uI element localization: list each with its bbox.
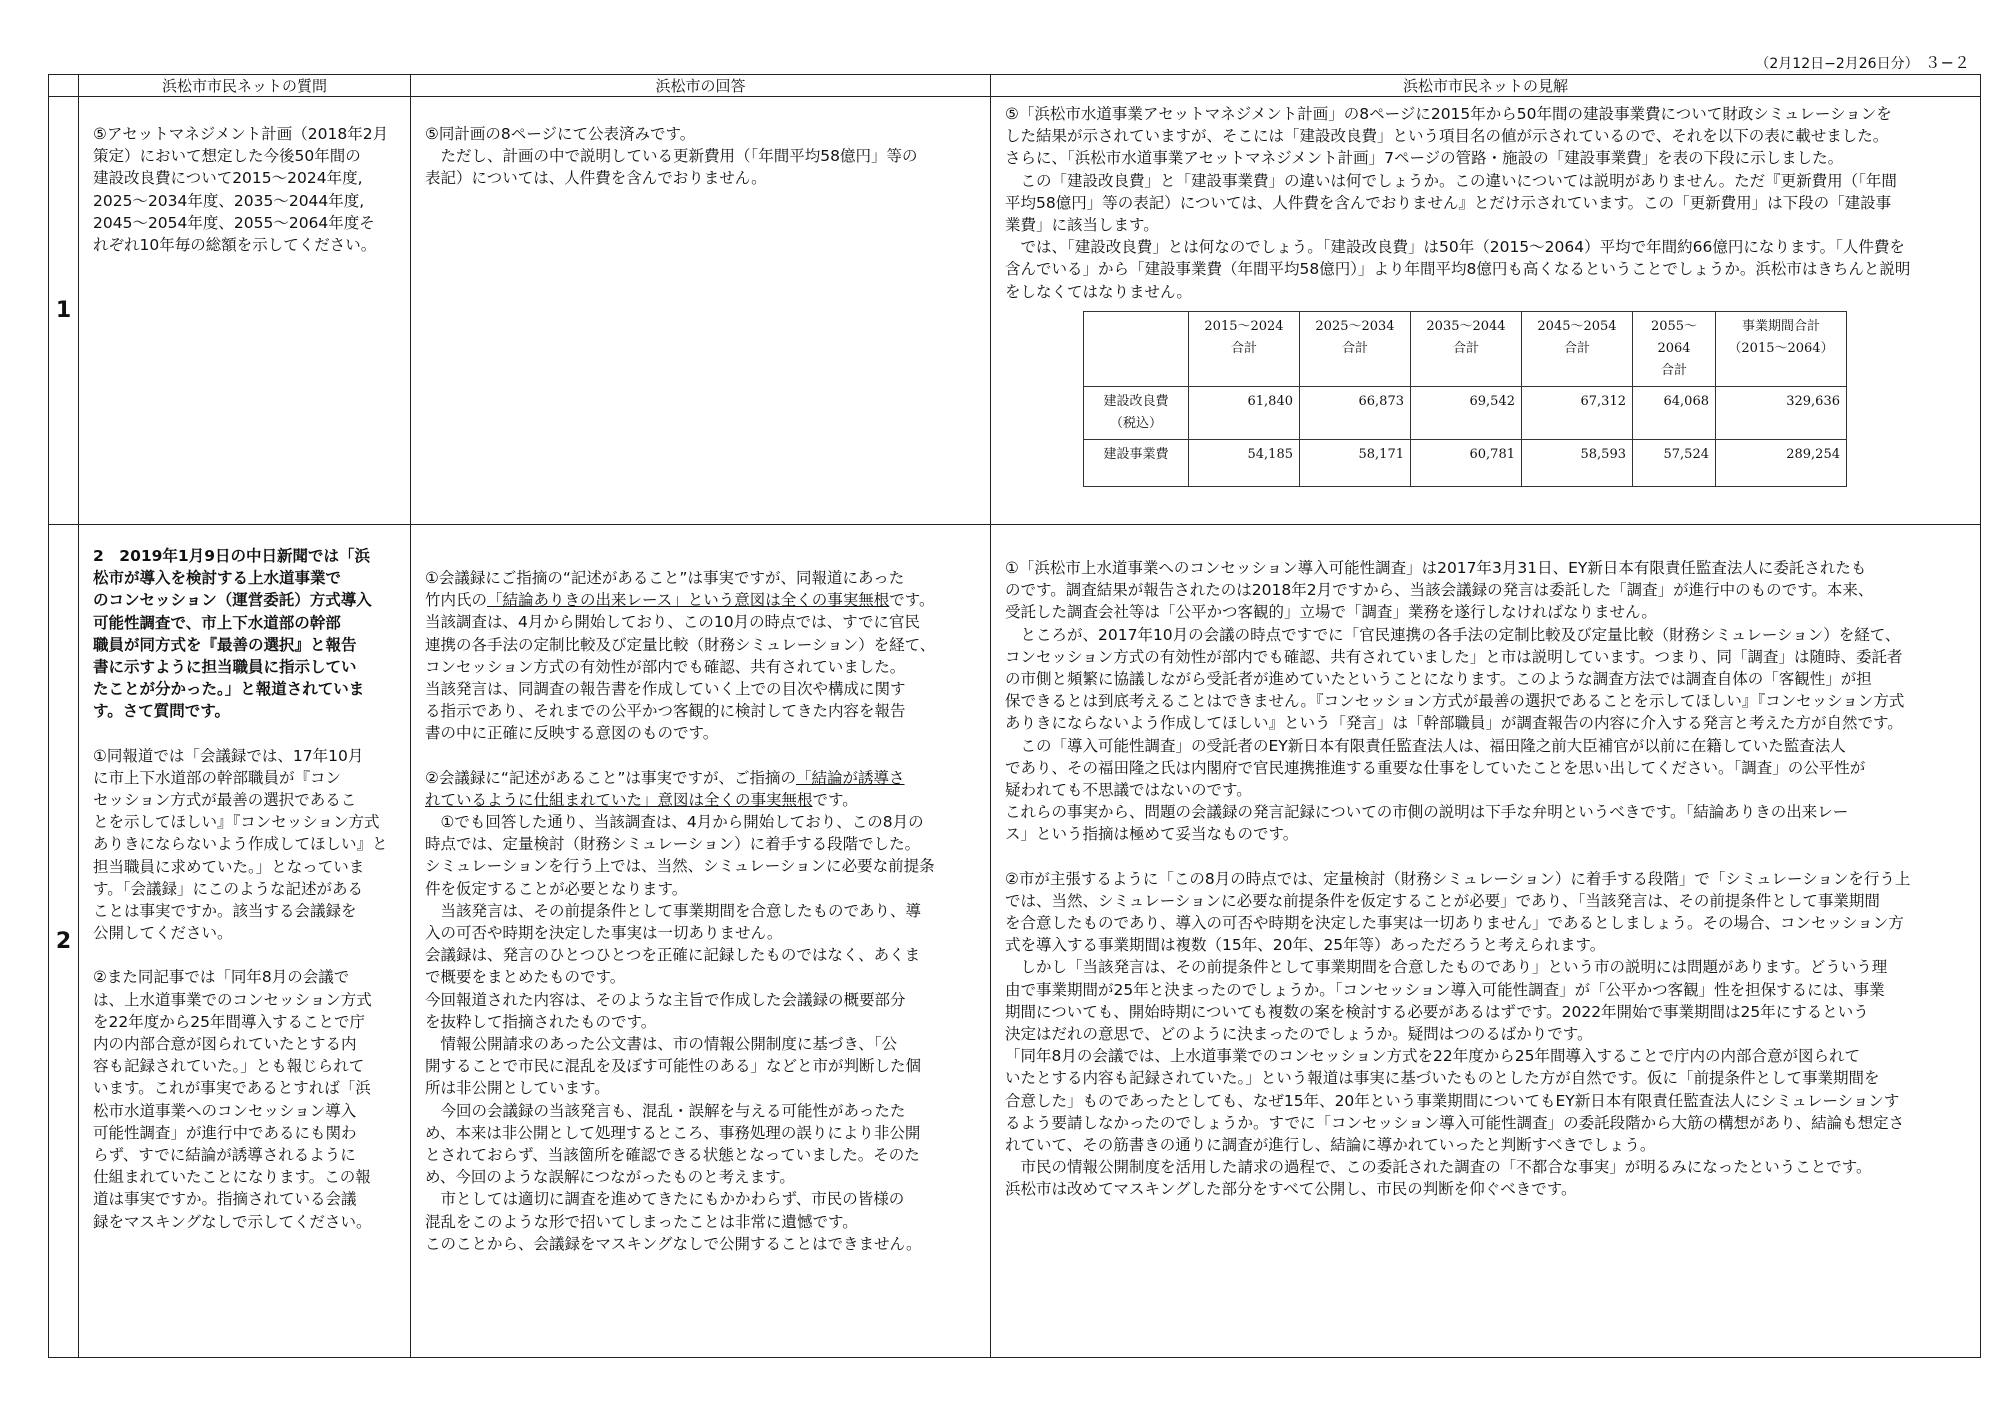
text-line: 疑われても不思議ではないのです。 <box>1005 781 1252 800</box>
cost-table-corner <box>1084 311 1189 386</box>
text-line: このことから、会議録をマスキングなしで公開することはできません。 <box>425 1234 922 1253</box>
qa-table <box>48 74 1981 1358</box>
answer-1-body <box>425 611 976 744</box>
answer-text-span: です。 <box>889 591 935 610</box>
cost-value: 60,781 <box>1411 439 1522 486</box>
cost-table-col: 2045〜2054 合計 <box>1522 311 1633 386</box>
text-line: 今回の会議録の当該発言も、混乱・誤解を与える可能性があったた <box>425 1101 906 1120</box>
answer-text-span: です。 <box>812 790 858 809</box>
cost-value: 69,542 <box>1411 386 1522 439</box>
text-line: ⑤「浜松市水道事業アセットマネジメント計画」の8ページに2015年から50年間の建設事業費について財政シミュレーションを <box>1005 105 1892 123</box>
text-line: 今回報道された内容は、そのような主旨で作成した会議録の概要部分 <box>425 990 906 1009</box>
text-line: 連携の各手法の定制比較及び定量比較（財務シミュレーション）を経て、 <box>425 635 936 654</box>
text-line: ありきにならないよう作成してほしい』という「発言」は「幹部職員」が調査報告の内容に介入する発言と考えた方が自然です。 <box>1005 714 1903 733</box>
text-line: 当該発言は、その前提条件として事業期間を合意したものであり、導 <box>425 901 922 920</box>
text-line: 仕組まれていたことになります。この報 <box>93 1168 371 1187</box>
text-line: 2025〜2034年度、2035〜2044年度, <box>93 191 365 210</box>
cost-value: 57,524 <box>1633 439 1716 486</box>
text-line: 件を仮定することが必要となります。 <box>425 879 688 898</box>
cost-value: 64,068 <box>1633 386 1716 439</box>
header-number <box>49 75 79 97</box>
text-line: 表記）については、人件費を含んでおりません。 <box>425 169 767 188</box>
cost-table <box>1083 311 1847 487</box>
answer-text <box>425 123 976 190</box>
question-sub-1 <box>93 745 396 945</box>
text-line: 業費」に該当します。 <box>1005 216 1159 235</box>
answer-cell-2 <box>411 525 991 1358</box>
text-line: では、当然、シミュレーションに必要な前提条件を仮定することが必要」であり、「当該発言は、その前提条件として事業期間 <box>1005 891 1880 910</box>
header-opinion: 浜松市市民ネットの見解 <box>991 75 1981 97</box>
cost-value: 58,171 <box>1300 439 1411 486</box>
text-line: に市上下水道部の幹部職員が『コン <box>93 768 342 787</box>
cost-row-label: 建設改良費 （税込） <box>1084 386 1189 439</box>
cost-table-col: 2035〜2044 合計 <box>1411 311 1522 386</box>
text-line: セッション方式が最善の選択であるこ <box>93 791 357 810</box>
text-line: で概要をまとめたものです。 <box>425 968 626 987</box>
cost-table-row <box>1084 386 1847 439</box>
text-line: ことは事実ですか。該当する会議録を <box>93 902 357 921</box>
opinion-2 <box>1005 868 1966 1201</box>
text-line: 「同年8月の会議では、上水道事業でのコンセッション方式を22年度から25年間導入することで庁内の内部合意が図られて <box>1005 1047 1861 1066</box>
text-line: る指示であり、それまでの公平かつ客観的に検討してきた内容を報告 <box>425 702 906 721</box>
cost-table-col: 2015〜2024 合計 <box>1189 311 1300 386</box>
cost-value: 67,312 <box>1522 386 1633 439</box>
underlined-claim: 「結論ありきの出来レース」という意図は全くの事実無根 <box>487 591 890 610</box>
text-line: 含んでいる」から「建設事業費（年間平均58億円）」より年間平均8億円も高くなるということでしょうか。浜松市はきちんと説明 <box>1005 260 1911 279</box>
text-line: め、今回のような誤解につながったものと考えます。 <box>425 1168 795 1187</box>
text-line: 浜松市は改めてマスキングした部分をすべて公開し、市民の判断を仰ぐべきです。 <box>1005 1180 1577 1199</box>
text-line: コンセッション方式の有効性が部内でも確認、共有されていました。 <box>425 657 906 676</box>
text-line: 建設改良費について2015〜2024年度, <box>93 169 363 188</box>
page-number: ３−２ <box>1924 53 1970 72</box>
opinion-1 <box>1005 557 1966 846</box>
text-line: 合意した」ものであったとしても、なぜ15年、20年という事業期間についてもEY新日本有限責任監査法人にシミュレーションす <box>1005 1091 1900 1110</box>
date-range: （2月12日−2月26日分） <box>1755 56 1919 72</box>
row-number: 2 <box>49 525 79 1358</box>
answer-text-span: 竹内氏の <box>425 591 488 610</box>
answer-2-line <box>425 789 976 811</box>
text-line: 道は事実ですか。指摘されている会議 <box>93 1190 357 1209</box>
text-line: 2 2019年1月9日の中日新聞では「浜 <box>93 547 370 565</box>
text-line: これらの事実から、問題の会議録の発言記録についての市側の説明は下手な弁明というべきです。「結論ありきの出来レー <box>1005 803 1849 822</box>
text-line: 2045〜2054年度、2055〜2064年度そ <box>93 213 375 232</box>
text-line: ①「浜松市上水道事業へのコンセッション導入可能性調査」は2017年3月31日、EY新日本有限責任監査法人に委託されたも <box>1005 559 1867 577</box>
text-line: 式を導入する事業期間は複数（15年、20年、25年等）あっただろうと考えられます。 <box>1005 936 1606 955</box>
text-line: とを示してほしい』『コンセッション方式 <box>93 813 380 832</box>
text-line: ①同報道では「会議録では、17年10月 <box>93 746 364 765</box>
text-line: 由で事業期間が25年と決まったのでしょうか。「コンセッション導入可能性調査」が「公平かつ客観」性を担保するには、事業 <box>1005 980 1885 999</box>
text-line: であり、その福田隆之氏は内閣府で官民連携推進する重要な仕事をしていたことを思い出してください。「調査」の公平性が <box>1005 758 1866 777</box>
text-line: 情報公開請求のあった公文書は、市の情報公開制度に基づき、「公 <box>425 1035 897 1054</box>
cost-value: 54,185 <box>1189 439 1300 486</box>
question-sub-2 <box>93 966 396 1232</box>
cost-table-col: 2025〜2034 合計 <box>1300 311 1411 386</box>
text-line: め、本来は非公開として処理するところ、事務処理の誤りにより非公開 <box>425 1123 921 1142</box>
text-line: ス」という指摘は極めて妥当なものです。 <box>1005 825 1299 844</box>
text-line: とされておらず、当該箇所を確認できる状態となっていました。そのた <box>425 1146 920 1165</box>
text-line: では、「建設改良費」とは何なのでしょう。「建設改良費」は50年（2015〜2064）平均で年間約66億円になります。「人件費を <box>1005 238 1905 257</box>
text-line: 職員が同方式を『最善の選択』と報告 <box>93 635 357 654</box>
answer-1-line: ①会議録にご指摘の“記述があること”は事実ですが、同報道にあった <box>425 569 905 587</box>
text-line: れぞれ10年毎の総額を示してください。 <box>93 236 377 255</box>
text-line: います。これが事実であるとすれば「浜 <box>93 1079 371 1098</box>
text-line: シミュレーションを行う上では、当然、シミュレーションに必要な前提条 <box>425 857 935 876</box>
text-line: を22年度から25年間導入することで庁 <box>93 1012 365 1031</box>
text-line: をしなくてはなりません。 <box>1005 282 1192 301</box>
text-line: この「導入可能性調査」の受託者のEY新日本有限責任監査法人は、福田隆之前大臣補官が以前に在籍していた監査法人 <box>1005 736 1846 755</box>
text-line: す。さて質問です。 <box>93 702 231 721</box>
cost-value: 329,636 <box>1716 386 1847 439</box>
row-number: 1 <box>49 97 79 525</box>
text-line: 公開してください。 <box>93 924 233 943</box>
question-intro <box>93 545 396 723</box>
answer-cell-1 <box>411 97 991 525</box>
text-line: 担当職員に求めていた。」となっていま <box>93 857 365 876</box>
text-line: この「建設改良費」と「建設事業費」の違いは何でしょうか。この違いについては説明がありません。ただ『更新費用（「年間 <box>1005 171 1897 190</box>
text-line: ⑤同計画の8ページにて公表済みです。 <box>425 125 696 143</box>
text-line: 当該調査は、4月から開始しており、この10月の時点では、すでに官民 <box>425 613 921 632</box>
text-line: 決定はだれの意思で、どのように決まったのでしょうか。疑問はつのるばかりです。 <box>1005 1025 1593 1044</box>
text-line: しかし「当該発言は、その前提条件として事業期間を合意したものであり」という市の説明には問題があります。どういう理 <box>1005 958 1888 977</box>
text-line: 時点では、定量検討（財務シミュレーション）に着手する段階でした。 <box>425 835 921 854</box>
text-line: いたとする内容も記録されていた。」という報道は事実に基づいたものとした方が自然です。仮に「前提条件として事業期間を <box>1005 1069 1880 1088</box>
text-line: 開することで市民に混乱を及ぼす可能性のある」などと市が判断した個 <box>425 1057 922 1076</box>
cost-value: 61,840 <box>1189 386 1300 439</box>
header-answer: 浜松市の回答 <box>411 75 991 97</box>
text-line: 入の可否や時期を決定した事実は一切ありません。 <box>425 924 783 943</box>
cost-value: 289,254 <box>1716 439 1847 486</box>
opinion-cell-2 <box>991 525 1981 1358</box>
cost-table-col: 事業期間合計 （2015〜2064） <box>1716 311 1847 386</box>
text-line: ありきにならないよう作成してほしい』と <box>93 835 388 854</box>
text-line: 録をマスキングなしで示してください。 <box>93 1212 372 1231</box>
cost-value: 66,873 <box>1300 386 1411 439</box>
underlined-claim: 「結論が誘導さ <box>795 768 905 787</box>
question-cell-1 <box>79 97 411 525</box>
text-line: ②市が主張するように「この8月の時点では、定量検討（財務シミュレーション）に着手する段階」で「シミュレーションを行う上 <box>1005 869 1911 888</box>
text-line: を合意したものであり、導入の可否や時期を決定した事実は一切ありません」であるとしましょう。その場合、コンセッション方 <box>1005 914 1904 933</box>
header-question: 浜松市市民ネットの質問 <box>79 75 411 97</box>
text-line: 市としては適切に調査を進めてきたにもかかわらず、市民の皆様の <box>425 1190 905 1209</box>
text-line: を抜粋して指摘されたものです。 <box>425 1012 657 1031</box>
text-line: 可能性調査で、市上下水道部の幹部 <box>93 613 341 632</box>
text-line: らず、すでに結論が誘導されるように <box>93 1146 356 1165</box>
cost-table-col: 2055〜 2064 合計 <box>1633 311 1716 386</box>
opinion-cell-1 <box>991 97 1981 525</box>
text-line: 策定）において想定した今後50年間の <box>93 147 361 166</box>
date-range-note <box>1755 50 1970 73</box>
cost-table-row <box>1084 439 1847 486</box>
text-line: 市民の情報公開制度を活用した請求の過程で、この委託された調査の「不都合な事実」が明るみになったということです。 <box>1005 1158 1872 1177</box>
text-line: ただし、計画の中で説明している更新費用（「年間平均58億円」等の <box>425 147 918 166</box>
text-line: の市側と頻繁に協議しながら受託者が進めていたということになります。このような調査方法では調査自体の「客観性」が担 <box>1005 670 1872 689</box>
text-line: 保できるとは到底考えることはできません。『コンセッション方式が最善の選択であることを示してほしい』『コンセッション方式 <box>1005 692 1905 711</box>
text-line: 混乱をこのような形で招いてしまったことは非常に遺憾です。 <box>425 1212 858 1231</box>
cost-table-header <box>1084 311 1847 386</box>
text-line: 松市水道事業へのコンセッション導入 <box>93 1101 357 1120</box>
text-line: ①でも回答した通り、当該調査は、4月から開始しており、この8月の <box>425 813 924 832</box>
opinion-text <box>1005 103 1966 303</box>
text-line: のです。調査結果が報告されたのは2018年2月ですから、当該会議録の発言は委託した「調査」が進行中のものです。本来、 <box>1005 581 1874 600</box>
text-line: コンセッション方式の有効性が部内でも確認、共有されていました」と市は説明しています。つまり、同「調査」は随時、委託者 <box>1005 647 1903 666</box>
text-line: るよう要請しなかったのでしょうか。すでに「コンセッション導入可能性調査」の委託段階から大筋の構想があり、結論も想定さ <box>1005 1113 1905 1132</box>
underlined-claim: れているように仕組まれていた」意図は全くの事実無根 <box>425 790 813 809</box>
text-line: さらに、「浜松市水道事業アセットマネジメント計画」7ページの管路・施設の「建設事業費」を表の下段に示しました。 <box>1005 149 1844 168</box>
answer-2-line <box>425 767 976 789</box>
text-line: 書の中に正確に反映する意図のものです。 <box>425 724 719 743</box>
text-line: は、上水道事業でのコンセッション方式 <box>93 990 372 1009</box>
header-row <box>49 75 1981 97</box>
answer-2-body <box>425 811 976 1255</box>
question-cell-2 <box>79 525 411 1358</box>
text-line: 平均58億円」等の表記）については、人件費を含んでおりません』とだけ示されています。この「更新費用」は下段の「建設事 <box>1005 193 1892 212</box>
text-line: 書に示すように担当職員に指示してい <box>93 658 357 677</box>
answer-text-span: ②会議録に“記述があること”は事実ですが、ご指摘の <box>425 768 796 787</box>
text-line: ⑤アセットマネジメント計画（2018年2月 <box>93 125 389 143</box>
text-line: ②また同記事では「同年8月の会議で <box>93 968 350 987</box>
table-row-1 <box>49 97 1981 525</box>
text-line: のコンセッション（運営委託）方式導入 <box>93 591 372 610</box>
question-text <box>93 123 396 256</box>
text-line: れていて、その筋書きの通りに調査が進行し、結論に導かれていったと判断すべきでしょう。 <box>1005 1136 1656 1155</box>
text-line: した結果が示されていますが、そこには「建設改良費」という項目名の値が示されているので、それを以下の表に載せました。 <box>1005 127 1889 146</box>
text-line: 容も記録されていた。」とも報じられて <box>93 1057 365 1076</box>
text-line: たことが分かった。」と報道されていま <box>93 680 365 699</box>
cost-row-label: 建設事業費 <box>1084 439 1189 486</box>
cost-value: 58,593 <box>1522 439 1633 486</box>
text-line: 当該発言は、同調査の報告書を作成していく上での目次や構成に関す <box>425 680 906 699</box>
text-line: 会議録は、発言のひとつひとつを正確に記録したものではなく、あくま <box>425 946 921 965</box>
answer-1-line <box>425 589 976 611</box>
text-line: 内の内部合意が図られていたとする内 <box>93 1035 357 1054</box>
text-line: 松市が導入を検討する上水道事業で <box>93 569 342 588</box>
text-line: 所は非公開としています。 <box>425 1079 610 1098</box>
text-line: 可能性調査」が進行中であるにも関わ <box>93 1123 357 1142</box>
text-line: 受託した調査会社等は「公平かつ客観的」立場で「調査」業務を遂行しなければなりません。 <box>1005 603 1657 622</box>
text-line: 期間についても、開始時期についても複数の案を検討する必要があるはずです。2022年開始で事業期間は25年にするという <box>1005 1002 1869 1021</box>
text-line: す。「会議録」にこのような記述がある <box>93 879 364 898</box>
text-line: ところが、2017年10月の会議の時点ですでに「官民連携の各手法の定制比較及び定量比較（財務シミュレーション）を経て、 <box>1005 625 1901 644</box>
table-row-2 <box>49 525 1981 1358</box>
